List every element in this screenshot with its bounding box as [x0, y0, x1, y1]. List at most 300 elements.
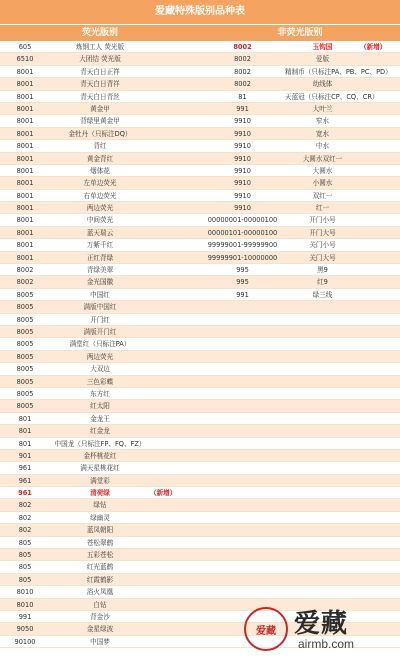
cell-note-left — [150, 462, 200, 473]
cell-note-right — [360, 264, 400, 275]
cell-note-left — [150, 413, 200, 424]
cell-name-left: 中国龙（只标注FP、FQ、FZ） — [54, 439, 146, 448]
cell-note-right — [360, 314, 400, 325]
cell-name-left: 开门红 — [90, 315, 110, 324]
cell-note-right — [360, 78, 400, 89]
cell-name-left: 大双边 — [90, 365, 110, 374]
cell-name-left: 红太阳 — [90, 402, 110, 411]
cell-note-left — [150, 499, 200, 510]
cell-name-left: 金牡丹（只标注DQ） — [68, 129, 132, 138]
url-tld: com — [331, 637, 355, 651]
cell-name-left: 满堂彩 — [90, 476, 110, 485]
cell-code-left: 605 — [18, 43, 32, 51]
cell-code-left: 8005 — [16, 315, 34, 324]
cell-note-left — [150, 264, 200, 275]
cell-note-right — [360, 252, 400, 263]
cell-name-left: 黄金甲 — [90, 104, 110, 113]
table-row — [0, 264, 400, 276]
cell-name-left: 五彩苍松 — [86, 551, 114, 560]
cell-name-right: 玉钩国 — [312, 43, 333, 51]
cell-name-left: 万紫千红 — [86, 241, 114, 250]
cell-name-left: 绿幽灵 — [90, 513, 110, 522]
table-row — [0, 41, 400, 53]
cell-name-left: 白钻 — [93, 600, 107, 609]
cell-code-right: 9910 — [234, 142, 251, 151]
cell-note-right — [360, 153, 400, 164]
cell-note-left — [150, 128, 200, 139]
table-row — [0, 214, 400, 226]
table-row — [0, 413, 400, 425]
cell-name-right — [285, 363, 360, 374]
cell-note-left — [150, 549, 200, 560]
cell-note-right — [360, 326, 400, 337]
cell-name-right — [285, 574, 360, 585]
cell-note-left — [150, 190, 200, 201]
cell-code-right — [200, 512, 285, 523]
cell-note-right — [360, 499, 400, 510]
cell-code-right: 8002 — [234, 55, 251, 64]
table-row — [0, 537, 400, 549]
cell-name-left: 满天星桃花红 — [80, 464, 120, 473]
cell-name-right: 爱版 — [315, 55, 330, 64]
cell-name-right — [285, 512, 360, 523]
cell-note-left — [150, 227, 200, 238]
cell-name-right: 红一 — [315, 204, 330, 213]
cell-note-left — [150, 400, 200, 411]
cell-note-right — [360, 450, 400, 461]
cell-code-left: 805 — [18, 538, 32, 547]
cell-code-left: 8001 — [16, 129, 34, 138]
cell-code-right — [200, 413, 285, 424]
cell-code-left: 8001 — [16, 179, 34, 188]
table-row — [0, 351, 400, 363]
cell-note-right — [360, 351, 400, 362]
cell-name-left: 青绿美翠 — [86, 266, 114, 275]
cell-note-left — [150, 177, 200, 188]
cell-code-left: 8005 — [16, 365, 34, 374]
cell-name-left: 青天白日青丝 — [80, 92, 120, 101]
table-row — [0, 190, 400, 202]
cell-name-left: 烟体花 — [90, 166, 110, 175]
cell-code-left: 8001 — [16, 166, 34, 175]
cell-note-left — [150, 512, 200, 523]
cell-code-right — [200, 388, 285, 399]
cell-note-left — [150, 66, 200, 77]
cell-name-right: 精制币（只标注PA、PB、PC、PD） — [285, 67, 392, 76]
cell-note-left — [150, 537, 200, 548]
cell-note-left — [150, 475, 200, 486]
cell-note-right — [360, 574, 400, 585]
table-row — [0, 153, 400, 165]
cell-code-right: 8002 — [234, 67, 251, 76]
cell-code-right: 9910 — [234, 154, 251, 163]
cell-code-left: 8001 — [16, 67, 34, 76]
cell-code-left: 8001 — [16, 216, 34, 225]
cell-code-right — [200, 574, 285, 585]
table-row — [0, 91, 400, 103]
cell-code-left: 8001 — [16, 80, 34, 89]
cell-note-right — [360, 103, 400, 114]
cell-name-right — [285, 450, 360, 461]
cell-code-right — [200, 487, 285, 498]
cell-note-left — [150, 103, 200, 114]
cell-code-right — [200, 475, 285, 486]
cell-name-right: 开门小号 — [309, 216, 336, 225]
cell-note-right — [360, 376, 400, 387]
cell-name-left: 右单边荧光 — [83, 191, 117, 200]
table-row — [0, 586, 400, 598]
table-row — [0, 438, 400, 450]
table-row — [0, 388, 400, 400]
cell-code-left: 8002 — [16, 266, 34, 275]
table-row — [0, 512, 400, 524]
cell-note-left — [150, 91, 200, 102]
cell-code-left: 961 — [18, 489, 32, 498]
cell-note-left — [150, 388, 200, 399]
cell-code-right: 9910 — [234, 191, 251, 200]
url-main: airmb — [298, 637, 329, 651]
cell-code-right — [200, 363, 285, 374]
cell-note-right — [360, 276, 400, 287]
cell-code-left: 801 — [18, 414, 32, 423]
cell-code-right: 991 — [236, 104, 249, 113]
cell-name-left: 三色彩蝶 — [86, 377, 114, 386]
cell-name-left: 绿钻 — [93, 501, 107, 510]
brand-logo: 爱藏 — [294, 609, 349, 639]
cell-name-left: 金龙王 — [90, 414, 110, 423]
cell-note-right — [360, 214, 400, 225]
cell-note-left — [150, 524, 200, 535]
cell-code-right: 9910 — [234, 179, 251, 188]
cell-name-left: 两边荧光 — [86, 352, 114, 361]
cell-code-right: 00000101-00000100 — [207, 228, 278, 237]
cell-note-left — [150, 438, 200, 449]
cell-note-right — [360, 190, 400, 201]
cell-code-left: 8001 — [16, 191, 34, 200]
cell-name-left: 红金龙 — [90, 427, 110, 436]
cell-name-left: 炼钢工人 荧光版 — [75, 43, 125, 51]
table-row — [0, 239, 400, 251]
cell-code-right — [200, 462, 285, 473]
cell-note-left — [150, 351, 200, 362]
cell-code-left: 90100 — [14, 637, 36, 646]
table-row — [0, 78, 400, 90]
cell-note-left — [150, 276, 200, 287]
cell-code-right: 995 — [236, 278, 249, 287]
cell-code-left: 805 — [18, 551, 32, 560]
cell-note-right — [360, 115, 400, 126]
cell-name-left: 青天白日背祥 — [80, 80, 120, 89]
cell-code-left: 8005 — [16, 290, 34, 299]
cell-note-right — [360, 363, 400, 374]
cell-name-right — [285, 549, 360, 560]
cell-note-right — [360, 66, 400, 77]
cell-code-left: 8001 — [16, 104, 34, 113]
cell-note-right — [360, 524, 400, 535]
cell-name-right — [285, 351, 360, 362]
cell-note-left — [150, 574, 200, 585]
cell-name-left: 中国梦 — [90, 637, 110, 646]
cell-name-left: 清荷绿 — [90, 489, 110, 498]
cell-code-left: 802 — [18, 526, 32, 535]
cell-code-left: 8001 — [16, 154, 34, 163]
cell-code-right: 99999901-10000000 — [207, 253, 278, 262]
table-row — [0, 326, 400, 338]
cell-name-right — [285, 438, 360, 449]
table-row — [0, 252, 400, 264]
table-row — [0, 363, 400, 375]
cell-name-left: 满堂红（只标注PA） — [69, 340, 131, 349]
cell-code-left: 8002 — [16, 278, 34, 287]
cell-code-left: 8005 — [16, 402, 34, 411]
cell-note-right — [360, 202, 400, 213]
cell-code-left: 8005 — [16, 389, 34, 398]
cell-name-left: 两边荧光 — [86, 204, 114, 213]
cell-note-right — [360, 53, 400, 64]
cell-name-right: 大圆水 — [312, 166, 333, 175]
brand-url — [298, 637, 354, 651]
seal-icon — [244, 607, 288, 651]
cell-code-right: 9910 — [234, 204, 251, 213]
variety-table — [0, 41, 400, 648]
cell-code-right — [200, 425, 285, 436]
cell-note-right — [360, 586, 400, 597]
cell-name-right: 大叶兰 — [312, 104, 333, 113]
cell-name-right: 宽水 — [315, 129, 330, 138]
cell-name-left: 中国红 — [90, 290, 110, 299]
cell-code-right: 99999001-99999900 — [207, 241, 278, 250]
table-row — [0, 400, 400, 412]
cell-note-right — [360, 512, 400, 523]
cell-note-left: （新增） — [150, 489, 177, 498]
cell-name-right — [285, 314, 360, 325]
cell-note-left — [150, 202, 200, 213]
cell-code-right: 995 — [236, 266, 249, 275]
cell-name-right — [285, 561, 360, 572]
cell-code-left: 8005 — [16, 327, 34, 336]
cell-name-right — [285, 462, 360, 473]
cell-name-left: 金星绿波 — [86, 625, 114, 634]
cell-name-right: 大圆水双红一 — [302, 154, 343, 163]
table-row — [0, 338, 400, 350]
cell-code-left: 802 — [18, 501, 32, 510]
cell-code-left: 8001 — [16, 92, 34, 101]
cell-note-right — [360, 177, 400, 188]
cell-name-right — [285, 400, 360, 411]
cell-name-right: 中水 — [315, 142, 330, 151]
table-header — [0, 24, 400, 41]
cell-note-right — [360, 301, 400, 312]
cell-code-right: 9910 — [234, 166, 251, 175]
table-row — [0, 561, 400, 573]
table-row — [0, 227, 400, 239]
cell-name-right — [285, 326, 360, 337]
cell-code-left: 802 — [18, 513, 32, 522]
cell-note-left — [150, 140, 200, 151]
cell-code-right — [200, 301, 285, 312]
cell-name-right: 开门大号 — [309, 228, 336, 237]
table-row — [0, 289, 400, 301]
cell-name-left: 背金沙 — [90, 612, 110, 621]
cell-name-left: 背绿里黄金甲 — [80, 117, 120, 126]
cell-name-right: 绿三线 — [312, 290, 333, 299]
url-dot: . — [328, 637, 332, 651]
cell-name-left: 红霞鹤影 — [86, 575, 114, 584]
table-title: 爱藏特殊版别品种表 — [0, 0, 400, 24]
table-row — [0, 103, 400, 115]
cell-note-right — [360, 239, 400, 250]
cell-code-left: 8001 — [16, 253, 34, 262]
cell-code-right — [200, 561, 285, 572]
table-row — [0, 66, 400, 78]
cell-code-left: 805 — [18, 563, 32, 572]
cell-name-left: 中间荧光 — [86, 216, 114, 225]
table-row — [0, 499, 400, 511]
cell-note-right — [360, 487, 400, 498]
cell-note-right — [360, 537, 400, 548]
table-row — [0, 276, 400, 288]
table-row — [0, 524, 400, 536]
cell-name-right — [285, 388, 360, 399]
table-row — [0, 376, 400, 388]
cell-note-right — [360, 227, 400, 238]
cell-note-left — [150, 338, 200, 349]
cell-name-right — [285, 425, 360, 436]
cell-code-right — [200, 499, 285, 510]
cell-code-left: 8005 — [16, 352, 34, 361]
cell-note-left — [150, 586, 200, 597]
cell-name-left: 蓝天瑞云 — [86, 228, 114, 237]
cell-name-right — [285, 376, 360, 387]
table-row — [0, 487, 400, 499]
cell-note-right — [360, 128, 400, 139]
cell-note-left — [150, 41, 200, 52]
cell-note-left — [150, 115, 200, 126]
cell-code-left: 801 — [18, 427, 32, 436]
cell-name-right — [285, 524, 360, 535]
cell-code-right — [200, 351, 285, 362]
cell-note-right — [360, 462, 400, 473]
cell-name-right — [285, 301, 360, 312]
cell-note-left — [150, 611, 200, 622]
cell-name-left: 苍松翠鹤 — [86, 538, 114, 547]
cell-code-left: 8001 — [16, 142, 34, 151]
cell-note-left — [150, 326, 200, 337]
cell-note-right — [360, 91, 400, 102]
cell-note-right: （新增） — [360, 43, 387, 51]
cell-name-left: 黄金背红 — [86, 154, 114, 163]
cell-code-right — [200, 338, 285, 349]
cell-name-right: 小圆水 — [312, 179, 333, 188]
cell-code-left: 8005 — [16, 303, 34, 312]
cell-note-left — [150, 363, 200, 374]
cell-name-right: 黑9 — [317, 266, 328, 275]
cell-name-right — [285, 499, 360, 510]
cell-note-right — [360, 338, 400, 349]
table-row — [0, 53, 400, 65]
cell-note-left — [150, 450, 200, 461]
cell-code-left: 8005 — [16, 340, 34, 349]
cell-code-left: 8001 — [16, 241, 34, 250]
cell-code-left: 991 — [18, 612, 32, 621]
table-row — [0, 301, 400, 313]
cell-code-right — [200, 450, 285, 461]
cell-note-right — [360, 549, 400, 560]
cell-note-right — [360, 475, 400, 486]
cell-code-right — [200, 537, 285, 548]
seal-text: 爱藏 — [256, 625, 276, 637]
cell-code-left: 8001 — [16, 228, 34, 237]
cell-name-right: 红9 — [317, 278, 328, 287]
cell-code-right — [200, 549, 285, 560]
cell-code-left: 8005 — [16, 377, 34, 386]
cell-name-right — [285, 586, 360, 597]
cell-note-left — [150, 636, 200, 647]
cell-code-right: 9910 — [234, 117, 251, 126]
cell-name-right — [285, 487, 360, 498]
cell-note-right — [360, 425, 400, 436]
watermark — [244, 603, 394, 659]
cell-name-left: 金光国徽 — [86, 278, 114, 287]
table-row — [0, 574, 400, 586]
table-row — [0, 115, 400, 127]
table-row — [0, 128, 400, 140]
table-row — [0, 450, 400, 462]
cell-code-left: 9050 — [16, 625, 34, 634]
cell-code-left: 6510 — [16, 55, 34, 64]
table-row — [0, 177, 400, 189]
cell-note-left — [150, 425, 200, 436]
table-row — [0, 549, 400, 561]
cell-note-left — [150, 53, 200, 64]
cell-code-right: 00000001-00000100 — [207, 216, 278, 225]
cell-note-left — [150, 314, 200, 325]
cell-code-right: 8002 — [233, 43, 252, 51]
cell-code-right — [200, 314, 285, 325]
cell-note-right — [360, 400, 400, 411]
cell-code-right — [200, 376, 285, 387]
cell-code-right — [200, 438, 285, 449]
cell-note-left — [150, 153, 200, 164]
cell-code-left: 8010 — [16, 600, 34, 609]
table-row — [0, 475, 400, 487]
cell-code-right — [200, 326, 285, 337]
table-row — [0, 314, 400, 326]
table-row — [0, 140, 400, 152]
cell-note-left — [150, 252, 200, 263]
cell-name-right — [285, 413, 360, 424]
cell-name-left: 金杯桃花红 — [83, 451, 117, 460]
cell-code-left: 961 — [18, 464, 32, 473]
cell-name-right: 关门大号 — [309, 253, 336, 262]
table-row — [0, 425, 400, 437]
cell-code-left: 801 — [18, 439, 32, 448]
cell-name-right — [285, 338, 360, 349]
cell-name-left: 左单边荧光 — [83, 179, 117, 188]
cell-note-right — [360, 140, 400, 151]
cell-name-left: 背红 — [93, 142, 107, 151]
cell-name-right: 天蓝冠（只标注CP、CQ、CR） — [285, 92, 379, 101]
cell-name-right — [285, 537, 360, 548]
cell-note-right — [360, 289, 400, 300]
cell-note-right — [360, 561, 400, 572]
cell-code-right: 9910 — [234, 129, 251, 138]
cell-note-left — [150, 623, 200, 634]
cell-note-left — [150, 78, 200, 89]
cell-code-right: 8002 — [234, 80, 251, 89]
cell-note-left — [150, 376, 200, 387]
cell-code-left: 805 — [18, 575, 32, 584]
